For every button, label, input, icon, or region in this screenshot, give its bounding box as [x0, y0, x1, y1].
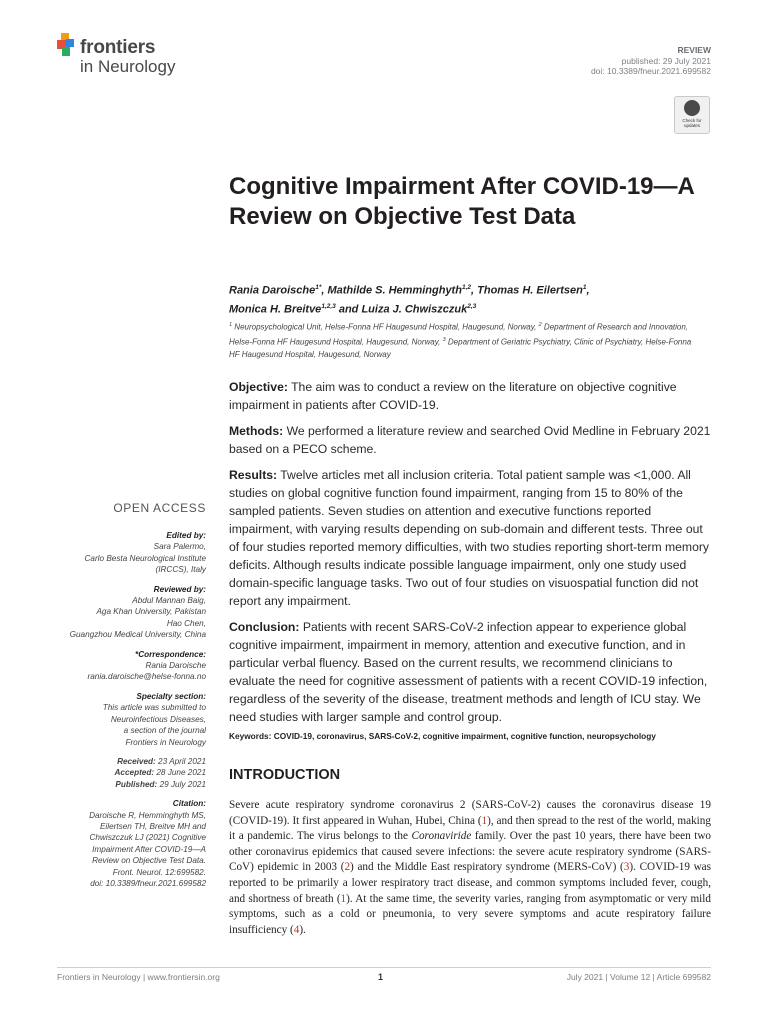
received-label: Received:	[117, 756, 156, 766]
editor-affil: Carlo Besta Neurological Institute	[84, 553, 206, 563]
citation-line: Daroische R, Hemminghyth MS,	[89, 810, 206, 820]
citation-link[interactable]: 2	[344, 861, 351, 874]
open-access-label: OPEN ACCESS	[113, 501, 206, 515]
journal-logo-subtitle: in Neurology	[80, 57, 176, 76]
abstract-methods	[229, 422, 711, 458]
author-link[interactable]: Thomas H. Eilertsen	[477, 284, 583, 297]
citation-doi[interactable]: doi: 10.3389/fneur.2021.699582	[90, 878, 206, 888]
citation-line: Chwiszczuk LJ (2021) Cognitive	[89, 833, 206, 843]
text-run: ) and the Middle East respiratory syndrome (MERS-CoV) (	[350, 861, 624, 874]
text-run: ). COVID-19 was reported to be primarily a lower respiratory tract disease, and common symptoms included fever, cough, and shortness of breath (	[229, 861, 711, 905]
citation-link[interactable]: 1	[481, 814, 488, 827]
keywords	[229, 731, 711, 742]
abstract-conclusion	[229, 618, 711, 726]
published-label: Published:	[115, 779, 158, 789]
section-text: Patients with recent SARS-CoV-2 infection appear to experience global cognitive impairment, impairment in memory, attention and executive function, and in particular verbal fluency. Based on the current results, we recommend clinicians to evaluate the need for cognitive assessment of patients with a recent COVID-19 infection, regardless of the severity of the disease, treatment methods and length of ICU stay. We need studies with larger sample and control group.	[229, 620, 708, 724]
affil-sup: 2	[538, 322, 542, 328]
badge-line1: Check for	[682, 118, 702, 123]
keywords-text: COVID-19, coronavirus, SARS-CoV-2, cognitive impairment, cognitive function, neuropsychology	[273, 731, 656, 741]
author-sep: ,	[321, 284, 328, 297]
taxon-name: Coronaviride	[411, 830, 472, 843]
affil-sup: 3	[442, 336, 446, 343]
intro-heading: INTRODUCTION	[229, 767, 341, 783]
check-for-updates-button[interactable]	[674, 96, 710, 134]
reviewed-by-label: Reviewed by:	[153, 584, 206, 594]
section-label: Objective:	[229, 380, 288, 394]
article-type: REVIEW	[677, 45, 711, 55]
correspondence-label: *Correspondence:	[135, 649, 206, 659]
article-meta	[591, 45, 711, 77]
author-sep: ,	[586, 284, 590, 297]
affiliation: Neuropsychological Unit, Helse-Fonna HF Haugesund Hospital, Haugesund, Norway,	[234, 322, 537, 332]
citation-line: Eilertsen TH, Breitve MH and	[99, 821, 206, 831]
author-sup: 1*	[315, 284, 322, 291]
affil-sup: 1	[229, 322, 233, 328]
editor-name[interactable]: Sara Palermo,	[153, 542, 206, 552]
edited-by-label: Edited by:	[166, 531, 206, 540]
correspondent-email[interactable]: rania.daroische@helse-fonna.no	[87, 672, 206, 682]
specialty-section	[36, 691, 206, 748]
published-date-side: 29 July 2021	[159, 779, 206, 789]
author-sup: 1,2,3	[321, 302, 336, 310]
abstract-objective	[229, 378, 711, 414]
frontiers-logo-icon	[57, 33, 79, 57]
specialty-line: Neuroinfectious Diseases,	[110, 714, 206, 724]
received-date: 23 April 2021	[158, 756, 206, 766]
article-sidebar	[36, 530, 206, 897]
section-text: Twelve articles met all inclusion criteria. Total patient sample was <1,000. All studies on global cognitive function found impairment, ranging from 15 to 80% of the sampled patients. Seven studies on attention and executive functions reported impairment, with varying results depending on sub-domain and different tests. Three out of four studies reported memory difficulties, with two studies reporting short-term memory deficits. Although results indicate possible language impairment, only one study used domain-specific language tasks. Two out of four studies on visuospatial function did not report any impairment.	[229, 468, 710, 608]
abstract-results	[229, 466, 711, 610]
reviewed-by	[36, 584, 206, 641]
section-label: Conclusion:	[229, 620, 300, 634]
citation-line: Front. Neurol. 12:699582.	[112, 867, 206, 877]
text-run: ), and then spread to the rest of the world, making it a pandemic. The virus belongs to the	[229, 814, 711, 843]
affiliations	[229, 319, 699, 361]
text-run: Severe acute respiratory syndrome coronavirus 2 (SARS-CoV-2) causes the coronavirus disease 19 (COVID-19). It first appeared in Wuhan, Hubei, China (	[229, 799, 711, 827]
intro-paragraph	[229, 798, 711, 938]
author-link[interactable]: Rania Daroische	[229, 284, 316, 297]
author-list	[229, 280, 709, 317]
reviewer-affil: Guangzhou Medical University, China	[69, 630, 206, 640]
section-label: Methods:	[229, 424, 284, 438]
editor-affil: (IRCCS), Italy	[155, 565, 206, 575]
footer-journal[interactable]: Frontiers in Neurology | www.frontiersin.org	[57, 972, 220, 982]
citation-block	[36, 798, 206, 889]
footer-issue: July 2021 | Volume 12 | Article 699582	[566, 972, 711, 982]
text-run: family. Over the past 10 years, there have been two other coronavirus epidemics that caused severe infections: the severe acute respiratory syndrome (SARS-CoV) epidemic in 2003 (	[229, 830, 711, 874]
edited-by	[36, 530, 206, 576]
correspondence	[36, 649, 206, 683]
published-date: published: 29 July 2021	[621, 55, 711, 66]
article-title: Cognitive Impairment After COVID-19—A Review on Objective Test Data	[229, 173, 694, 230]
author-link[interactable]: Luiza J. Chwiszczuk	[361, 303, 468, 316]
check-updates-icon	[684, 100, 700, 116]
article-doi[interactable]: doi: 10.3389/fneur.2021.699582	[590, 66, 711, 76]
author-sup: 2,3	[467, 302, 477, 310]
author-sep: ,	[471, 284, 478, 297]
footer-divider	[57, 967, 711, 968]
text-run: ).	[299, 923, 306, 936]
affiliation: Department of Geriatric Psychiatry, Clinic of Psychiatry, Helse-Fonna HF Haugesund Hospital, Haugesund, Norway	[229, 337, 692, 360]
citation-link[interactable]: 1	[340, 892, 347, 905]
accepted-label: Accepted:	[114, 768, 155, 778]
reviewer-name[interactable]: Hao Chen,	[166, 618, 206, 628]
citation-line: Review on Objective Test Data.	[92, 856, 206, 866]
abstract	[229, 378, 711, 734]
author-sup: 1,2	[461, 284, 471, 291]
badge-line2: updates	[683, 123, 700, 128]
section-text: We performed a literature review and searched Ovid Medline in February 2021 based on a PECO scheme.	[229, 424, 711, 456]
accepted-date: 28 June 2021	[156, 768, 206, 778]
specialty-line: This article was submitted to	[102, 703, 206, 713]
reviewer-affil: Aga Khan University, Pakistan	[96, 607, 206, 617]
affiliation: Department of Research and Innovation, Helse-Fonna HF Haugesund Hospital, Haugesund, Norway,	[229, 322, 689, 347]
citation-link[interactable]: 3	[623, 861, 630, 874]
author-sup: 1	[582, 284, 587, 291]
citation-line: Impairment After COVID-19—A	[92, 844, 206, 854]
section-label: Results:	[229, 468, 278, 482]
citation-link[interactable]: 4	[293, 923, 300, 936]
correspondent-name: Rania Daroische	[145, 661, 206, 671]
specialty-line: Frontiers in Neurology	[125, 737, 206, 747]
article-dates	[36, 756, 206, 790]
specialty-line: a section of the journal	[123, 726, 206, 736]
page-number: 1	[378, 972, 384, 982]
specialty-label: Specialty section:	[136, 691, 206, 701]
author-link[interactable]: Monica H. Breitve	[229, 303, 322, 316]
journal-logo-wordmark: frontiers	[80, 37, 156, 58]
author-sep: and	[335, 303, 362, 316]
citation-label: Citation:	[172, 799, 206, 809]
text-run: ). At the same time, the severity varies, ranging from asymptomatic or very mild symptoms, such as a cold or pneumonia, to very severe symptoms and acute respiratory failure insufficiency (	[229, 892, 711, 936]
section-text: The aim was to conduct a review on the literature on objective cognitive impairment in patients after COVID-19.	[229, 380, 677, 412]
author-link[interactable]: Mathilde S. Hemminghyth	[327, 284, 462, 297]
keywords-label: Keywords:	[229, 731, 272, 741]
reviewer-name[interactable]: Abdul Mannan Baig,	[132, 596, 206, 606]
